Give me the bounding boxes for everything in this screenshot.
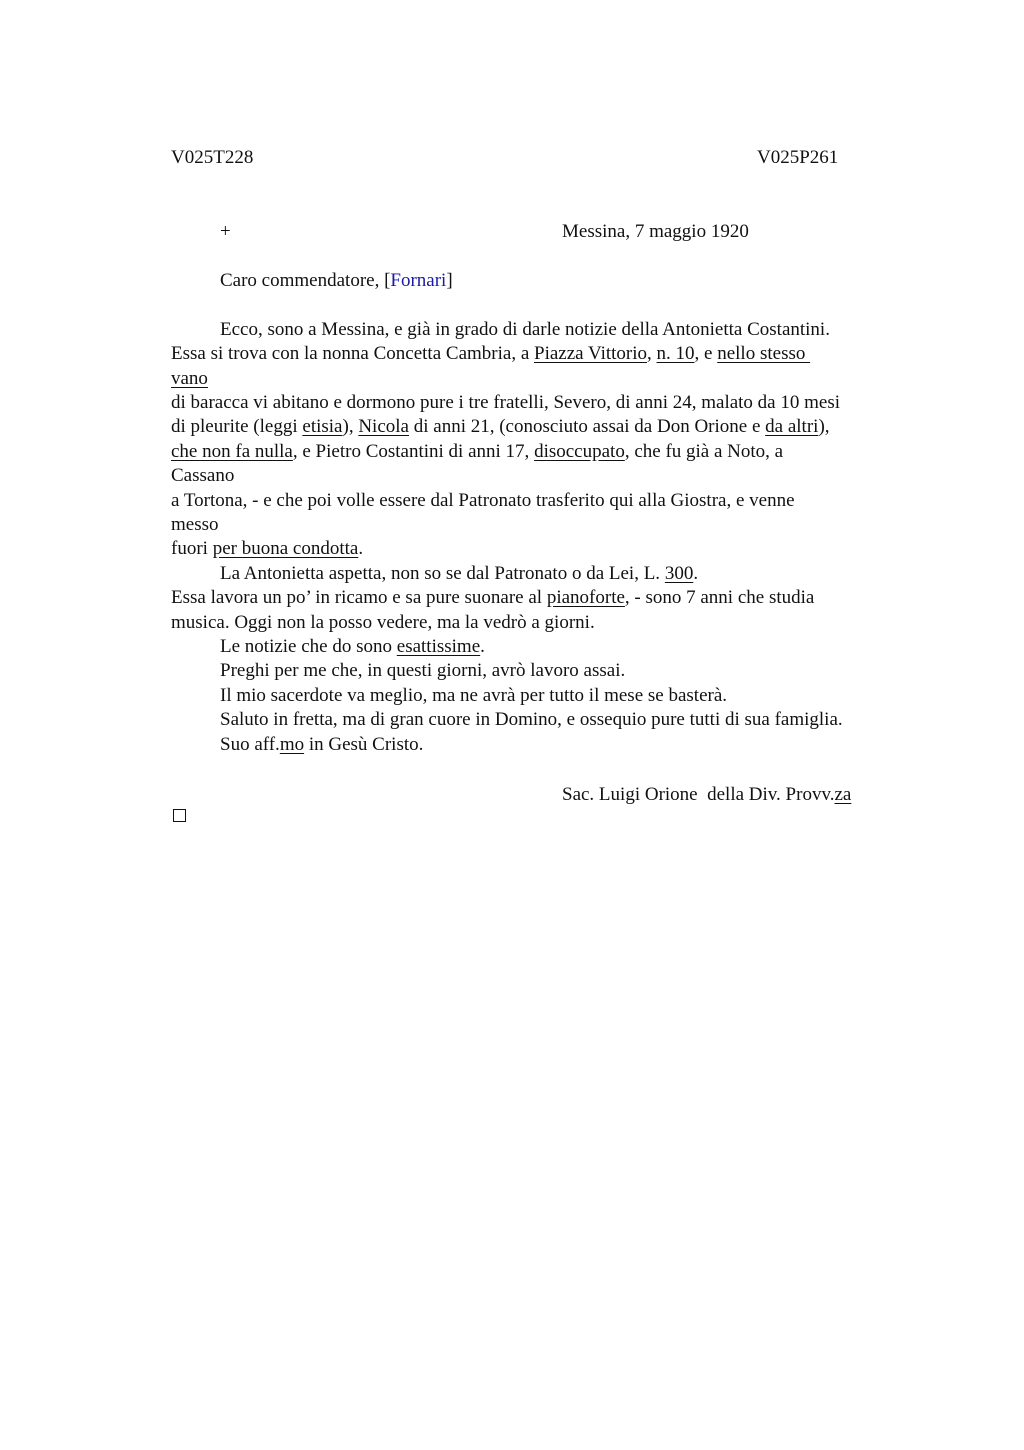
body-line [171,537,363,561]
body-line [171,611,595,635]
line-text: , e [694,343,718,364]
body-line [171,391,840,415]
line-text: La Antonietta aspetta, non so se dal Patronato o da Lei, L. [220,563,665,584]
salutation [220,269,453,293]
line-text: in Gesù Cristo. [304,734,424,755]
line-text: di baracca vi abitano e dormono pure i tre fratelli, Severo, di anni 24, malato da 10 mesi [171,392,840,413]
underlined-text: vano [171,368,208,389]
body-line [220,708,843,732]
line-text: messo [171,514,219,535]
document-code-left: V025T228 [171,147,254,168]
underlined-text: per buona condotta [212,538,359,559]
line-text: di pleurite (leggi [171,416,303,437]
salutation-text: Caro commendatore, [ [220,270,391,291]
underlined-text: esattissime [396,636,481,657]
body-line [220,659,625,683]
line-text: di anni 21, (conosciuto assai da Don Orione e [408,416,766,437]
body-line [171,415,830,439]
body-line [220,733,423,757]
line-text: musica. Oggi non la posso vedere, ma la vedrò a giorni. [171,612,595,633]
body-line [220,562,698,586]
line-text: Preghi per me che, in questi giorni, avrò lavoro assai. [220,660,626,681]
underlined-text: pianoforte [546,587,625,608]
line-text: , che fu già a Noto, a [624,441,784,462]
recipient-name: Fornari [390,270,447,291]
underlined-text: Nicola [358,416,409,437]
body-line [220,635,485,659]
signature-suffix: za [834,784,852,805]
line-text: fuori [171,538,213,559]
line-text: , e Pietro Costantini di anni 17, [292,441,535,462]
line-text: Saluto in fretta, ma di gran cuore in Domino, e ossequio pure tutti di sua famiglia. [220,709,843,730]
body-line [171,513,219,537]
body-line [220,318,830,342]
line-text: ), [818,416,830,437]
line-text: . [693,563,699,584]
line-text: Cassano [171,465,235,486]
line-text: . [358,538,364,559]
underlined-text: mo [279,734,305,755]
line-text: , - sono 7 anni che studia [624,587,815,608]
signature-text: Sac. Luigi Orione della Div. Provv. [562,784,835,805]
underlined-text: etisia [302,416,343,437]
place-date: Messina, 7 maggio 1920 [562,221,749,242]
underlined-text: da altri [765,416,819,437]
line-text: Essa si trova con la nonna Concetta Cambria, a [171,343,535,364]
underlined-text: n. 10 [656,343,695,364]
body-line [171,367,208,391]
salutation-bracket: ] [446,270,453,291]
body-line [171,489,795,513]
body-line [171,342,810,366]
line-text: , [647,343,657,364]
cross-mark: + [220,221,231,242]
line-text: Il mio sacerdote va meglio, ma ne avrà per tutto il mese se basterà. [220,685,728,706]
underlined-text: che non fa nulla [171,441,293,462]
body-line [171,464,234,488]
body-line [220,684,727,708]
line-text: ), [342,416,359,437]
checkbox-square [173,809,186,822]
body-line [171,586,814,610]
line-text: a Tortona, - e che poi volle essere dal Patronato trasferito qui alla Giostra, e venne [171,490,795,511]
line-text: Ecco, sono a Messina, e già in grado di darle notizie della Antonietta Costantini. [220,319,830,340]
line-text: Essa lavora un po’ in ricamo e sa pure suonare al [171,587,547,608]
document-code-right: V025P261 [757,147,839,168]
line-text: Le notizie che do sono [220,636,397,657]
line-text: . [480,636,485,657]
line-text: Suo aff. [220,734,280,755]
body-line [171,440,783,464]
underlined-text: 300 [664,563,694,584]
underlined-text: nello stesso [717,343,811,364]
underlined-text: Piazza Vittorio [534,343,648,364]
signature [562,783,851,807]
underlined-text: disoccupato [534,441,625,462]
